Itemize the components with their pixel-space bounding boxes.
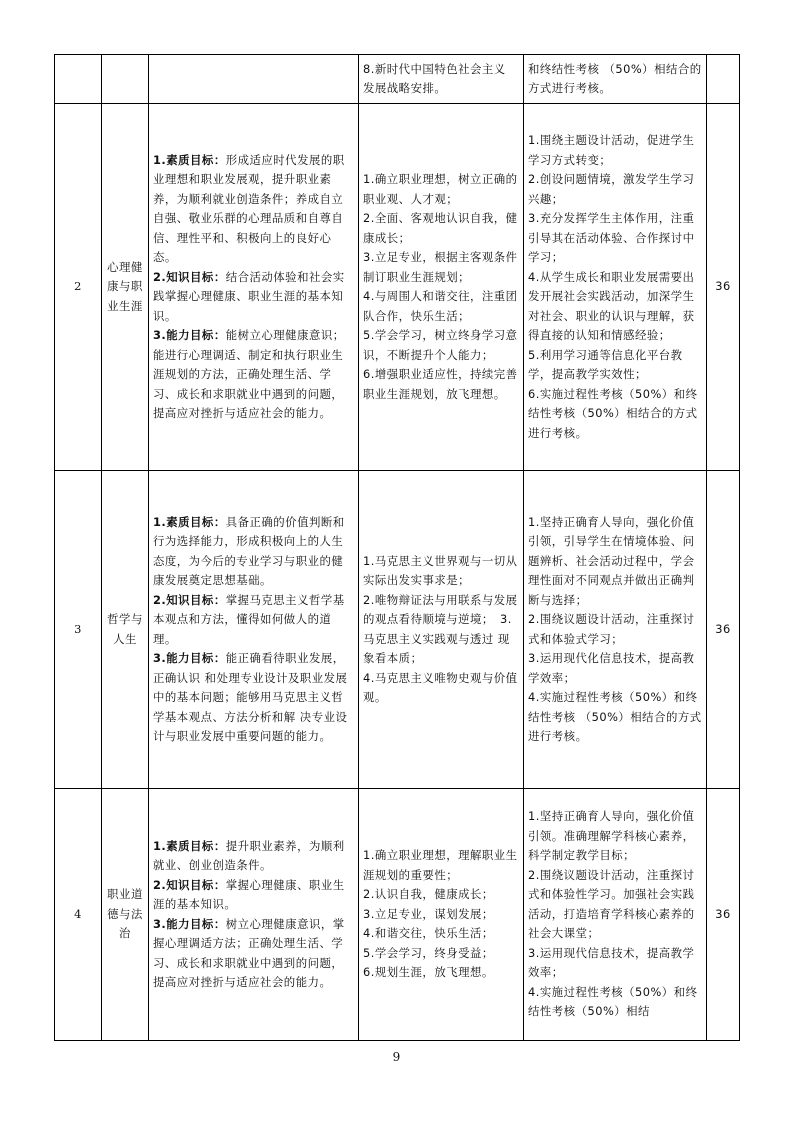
content-item: 1.确立职业理想，树立正确的职业观、人才观； [363, 172, 518, 206]
requirement-item: 5.利用学习通等信息化平台教学，提高教学实效性； [528, 347, 683, 381]
goal-label: 2.知识目标： [153, 592, 226, 607]
goal-item [153, 915, 354, 993]
goal-text: 具备正确的价值判断和行为选择能力，形成积极向上的人生态度，为今后的专业学习与职业的健康发展奠定思想基础。 [153, 514, 345, 587]
course-table [54, 54, 740, 1041]
goal-item [153, 876, 354, 915]
table-row [55, 104, 740, 471]
goal-item [153, 837, 354, 876]
requirements-cell [524, 55, 707, 104]
goal-label: 1.素质目标： [153, 152, 226, 167]
goal-label: 3.能力目标： [153, 916, 226, 931]
content-item: 3.立足专业，根据主客观条件制订职业生涯规划； [363, 250, 518, 284]
goal-text: 掌握心理健康、职业生涯的基本知识。 [153, 877, 345, 911]
goal-label: 2.知识目标： [153, 877, 226, 892]
requirement-item: 1.坚持正确育人导向，强化价值引领，引导学生在情境体验、问题辨析、社会活动过程中，学会理性面对不同观点并做出正确判断与选择； [528, 514, 695, 607]
requirements-cell [524, 789, 707, 1041]
requirement-item: 2.围绕议题设计活动，注重探讨式和体验式学习； [528, 612, 695, 646]
goal-text: 形成适应时代发展的职业理想和职业发展观，提升职业素养，为顺利就业创造条件；养成自立自强、敬业乐群的心理品质和自尊自信、理性平和、积极向上的良好心态。 [153, 152, 345, 264]
course-name-cell: 职业道德与法治 [102, 789, 149, 1041]
table-row [55, 55, 740, 104]
content-item: 1.马克思主义世界观与一切从实际出发实事求是； [363, 553, 518, 587]
goals-cell [149, 471, 359, 789]
goal-text: 结合活动体验和社会实践掌握心理健康、职业生涯的基本知识。 [153, 269, 345, 323]
goal-item [153, 326, 354, 424]
content-item: 4.和谐交往，快乐生活； [363, 926, 494, 941]
goals-cell [149, 55, 359, 104]
content-item: 4.与周围人和谐交往，注重团队合作，快乐生活； [363, 289, 518, 323]
requirement-item: 4.从学生成长和职业发展需要出发开展社会实践活动，加深学生对社会、职业的认识与理解，获得直接的认知和情感经验； [528, 269, 695, 342]
goal-item [153, 151, 354, 268]
table-row [55, 471, 740, 789]
hours-cell: 36 [707, 789, 740, 1041]
hours-cell [707, 55, 740, 104]
number-cell: 3 [55, 471, 102, 789]
requirement-item: 1.坚持正确育人导向，强化价值引领。准确理解学科核心素养，科学制定教学目标； [528, 809, 695, 863]
goal-text: 提升职业素养，为顺利就业、创业创造条件。 [153, 838, 345, 872]
content-item: 8.新时代中国特色社会主义 发展战略安排。 [363, 61, 506, 95]
goal-item [153, 649, 354, 747]
course-name-cell [102, 55, 149, 104]
course-name-cell: 心理健康与职业生涯 [102, 104, 149, 471]
content-item: 6.增强职业适应性，持续完善职业生涯规划，放飞理想。 [363, 367, 518, 401]
table-row [55, 789, 740, 1041]
content-item: 2.认识自我，健康成长； [363, 887, 494, 902]
number-cell [55, 55, 102, 104]
number-cell: 2 [55, 104, 102, 471]
goal-label: 1.素质目标： [153, 838, 226, 853]
goal-label: 3.能力目标： [153, 328, 226, 342]
requirement-item: 4.实施过程性考核（50%）和终结性考核（50%）相结 [528, 984, 698, 1019]
content-item: 3.立足专业，谋划发展； [363, 906, 494, 921]
page-number: 9 [392, 1050, 401, 1064]
content-item: 2.全面、客观地认识自我，健康成长； [363, 211, 518, 245]
goal-label: 2.知识目标： [153, 269, 226, 284]
requirement-item: 2.创设问题情境，激发学生学习兴趣； [528, 172, 695, 206]
goal-item [153, 591, 354, 650]
goals-cell [149, 789, 359, 1041]
requirement-item: 2.围绕议题设计活动，注重探讨式和体验性学习。加强社会实践活动，打造培育学科核心素养的社会大课堂； [528, 867, 695, 941]
requirement-item: 6.实施过程性考核（50%）和终结性考核（50%）相结合的方式进行考核。 [528, 386, 698, 440]
goal-item [153, 513, 354, 591]
goal-text: 能树立心理健康意识；能进行心理调适、制定和执行职业生涯规划的方法，正确处理生活、学习、成长和求职就业中遇到的问题，提高应对挫折与适应社会的能力。 [153, 328, 345, 420]
hours-cell: 36 [707, 104, 740, 471]
goals-cell [149, 104, 359, 471]
content-item: 2.唯物辩证法与用联系与发展的观点看待顺境与逆境； 3.马克思主义实践观与透过 现象看本质； [363, 592, 518, 665]
content-item: 1.确立职业理想，理解职业生涯规划的重要性； [363, 848, 518, 882]
content-cell [359, 55, 524, 104]
requirement-item: 和终结性考核 （50%）相结合的方式进行考核。 [528, 61, 702, 95]
requirement-item: 3.运用现代信息技术，提高教学效率； [528, 945, 695, 980]
content-cell [359, 471, 524, 789]
requirements-cell [524, 104, 707, 471]
goal-text: 掌握马克思主义哲学基本观点和方法，懂得如何做人的道理。 [153, 592, 345, 646]
goal-text: 树立心理健康意识，掌握心理调适方法；正确处理生活、学习、成长和求职就业中遇到的问题，提高应对挫折与适应社会的能力。 [153, 916, 345, 989]
requirement-item: 4.实施过程性考核（50%）和终结性考核 （50%）相结合的方式进行考核。 [528, 690, 702, 743]
requirement-item: 1.围绕主题设计活动，促进学生学习方式转变； [528, 133, 695, 167]
requirements-cell [524, 471, 707, 789]
hours-cell: 36 [707, 471, 740, 789]
goal-text: 能正确看待职业发展，正确认识 和处理专业设计及职业发展中的基本问题；能够用马克思主义哲学基本观点、方法分析和解 决专业设计与职业发展中重要问题的能力。 [153, 651, 348, 743]
requirement-item: 3.运用现代化信息技术，提高教学效率； [528, 651, 695, 685]
requirement-item: 3.充分发挥学生主体作用，注重引导其在活动体验、合作探讨中学习； [528, 211, 695, 264]
content-cell [359, 104, 524, 471]
goal-label: 1.素质目标： [153, 514, 226, 529]
content-cell [359, 789, 524, 1041]
content-item: 5.学会学习，树立终身学习意识，不断提升个人能力； [363, 328, 518, 362]
course-name-cell: 哲学与人生 [102, 471, 149, 789]
content-item: 6.规划生涯，放飞理想。 [363, 965, 494, 980]
number-cell: 4 [55, 789, 102, 1041]
goal-label: 3.能力目标： [153, 651, 226, 665]
content-item: 4.马克思主义唯物史观与价值观。 [363, 670, 518, 704]
content-item: 5.学会学习，终身受益； [363, 945, 494, 960]
goal-item [153, 268, 354, 327]
